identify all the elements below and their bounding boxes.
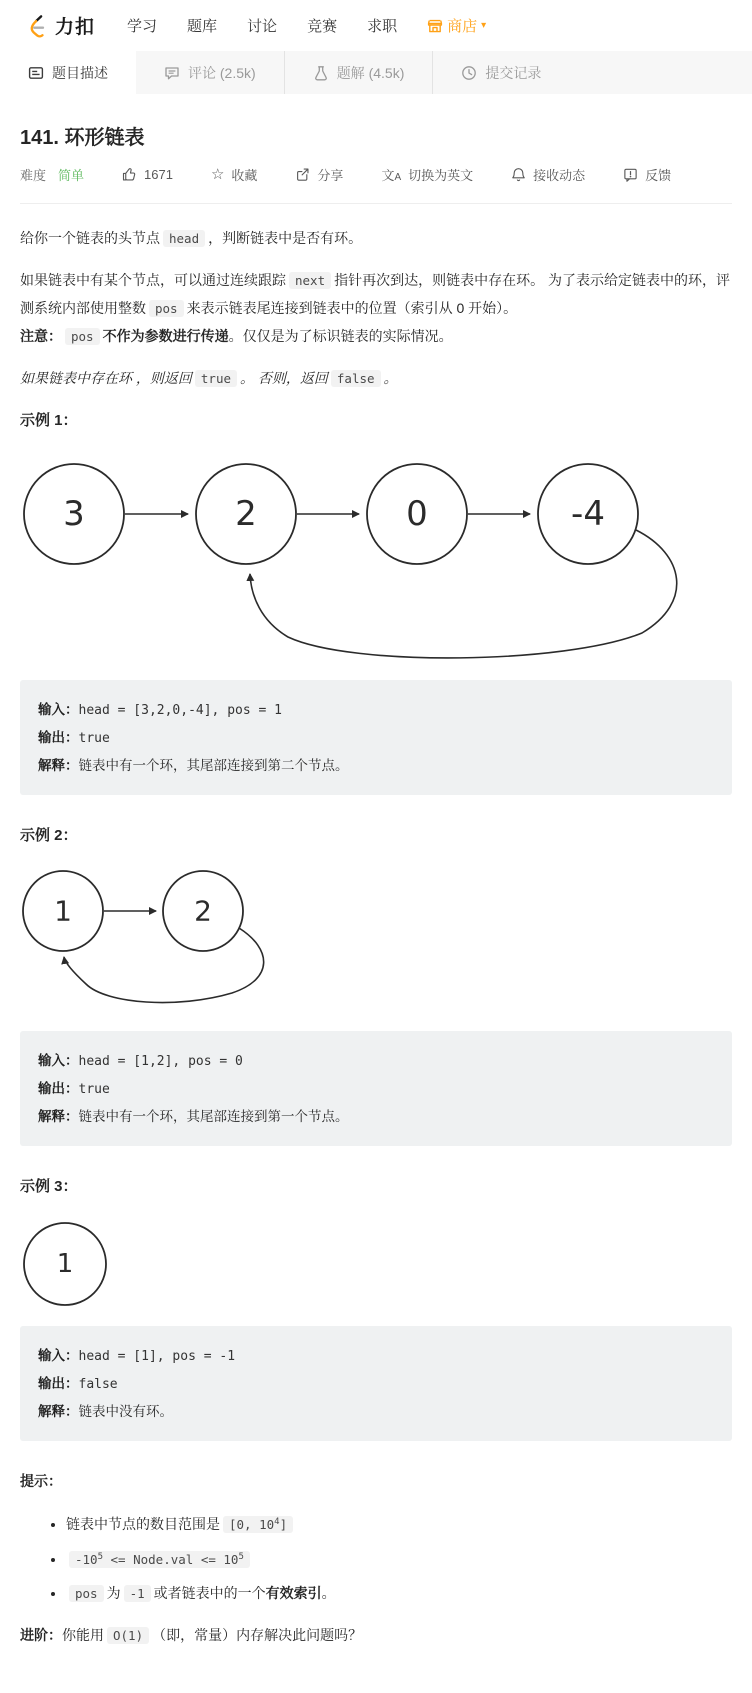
example-3-linked-list-diagram bbox=[20, 1216, 180, 1312]
nav-item-discuss[interactable]: 讨论 bbox=[247, 18, 278, 35]
example-2-io-block bbox=[20, 1031, 732, 1146]
hint-item bbox=[66, 1511, 732, 1538]
leetcode-logo-icon bbox=[26, 13, 48, 38]
explain-label: 解释： bbox=[38, 1404, 79, 1419]
node-value: 0 bbox=[406, 494, 428, 534]
favorite-button[interactable] bbox=[211, 165, 257, 184]
example-output-line bbox=[38, 1370, 714, 1398]
followup-text: 你能用 bbox=[62, 1626, 104, 1643]
explain-value: 链表中有一个环，其尾部连接到第二个节点。 bbox=[78, 758, 349, 773]
hint-code-text: -10 bbox=[75, 1551, 98, 1567]
share-icon bbox=[295, 167, 310, 182]
like-button[interactable] bbox=[122, 167, 173, 182]
input-value: head = [1,2], pos = 0 bbox=[78, 1054, 243, 1069]
tab-solutions[interactable] bbox=[284, 51, 433, 94]
tab-submissions[interactable] bbox=[432, 51, 569, 94]
node-value: 1 bbox=[56, 1249, 74, 1279]
example-3-heading: 示例 3： bbox=[20, 1178, 78, 1195]
subscribe-label: 接收动态 bbox=[533, 168, 586, 183]
statement-text: 。 否则，返回 bbox=[240, 370, 328, 386]
example-1-linked-list-diagram bbox=[20, 450, 732, 666]
output-value: false bbox=[78, 1377, 118, 1392]
hint-text: 为 bbox=[106, 1585, 121, 1602]
example-1-io-block bbox=[20, 680, 732, 795]
input-value: head = [1], pos = -1 bbox=[78, 1349, 236, 1364]
example-2-linked-list-diagram bbox=[20, 865, 420, 1017]
statement-paragraph-3 bbox=[20, 364, 732, 392]
subscribe-button[interactable] bbox=[511, 165, 585, 184]
example-1-heading: 示例 1： bbox=[20, 412, 78, 429]
output-value: true bbox=[78, 1082, 110, 1097]
hint-code-text: <= Node.val <= 10 bbox=[103, 1551, 239, 1567]
example-explain-line bbox=[38, 1398, 714, 1425]
star-icon: ☆ bbox=[210, 166, 225, 183]
tab-label: 题解 (4.5k) bbox=[336, 64, 405, 81]
solutions-icon bbox=[313, 65, 329, 81]
hint-bold-text: 有效索引 bbox=[265, 1585, 322, 1602]
explain-label: 解释： bbox=[38, 758, 79, 773]
switch-language-label: 切换为英文 bbox=[408, 168, 474, 183]
hint-text: 或者链表中的一个 bbox=[153, 1585, 266, 1602]
nav-item-store[interactable] bbox=[427, 15, 486, 36]
nav-item-contest[interactable]: 竞赛 bbox=[307, 18, 338, 35]
input-label: 输入： bbox=[38, 1348, 79, 1363]
tab-label: 评论 (2.5k) bbox=[188, 64, 256, 81]
node-value: 1 bbox=[54, 894, 72, 928]
problem-statement bbox=[20, 224, 732, 1649]
statement-text: 给你一个链表的头节点 bbox=[20, 230, 160, 246]
problem-content bbox=[0, 121, 752, 1693]
tab-comments[interactable] bbox=[136, 51, 284, 94]
logo-text: 力扣 bbox=[55, 17, 96, 38]
statement-text: 指针再次到达，则链表中存在环。 为了表示给定链表中的环，评测系统内部使用整数 bbox=[20, 272, 730, 316]
feedback-icon bbox=[623, 167, 638, 182]
inline-code-head: head bbox=[163, 230, 205, 247]
node-value: 2 bbox=[235, 494, 257, 534]
hint-code-sup: 5 bbox=[238, 1551, 244, 1562]
example-2-heading: 示例 2： bbox=[20, 827, 78, 844]
store-icon bbox=[427, 18, 443, 34]
main-nav bbox=[127, 15, 486, 36]
clock-icon bbox=[461, 65, 477, 81]
difficulty bbox=[20, 165, 84, 184]
problem-meta-row bbox=[20, 165, 732, 204]
hint-code-neg1: -1 bbox=[124, 1585, 151, 1602]
statement-paragraph-1 bbox=[20, 224, 732, 252]
favorite-label: 收藏 bbox=[231, 168, 258, 183]
feedback-label: 反馈 bbox=[645, 168, 672, 183]
switch-language-button[interactable] bbox=[381, 165, 473, 184]
output-label: 输出： bbox=[38, 1081, 79, 1096]
tab-label: 提交记录 bbox=[485, 64, 542, 81]
nav-item-problems[interactable]: 题库 bbox=[187, 18, 218, 35]
hints-heading: 提示： bbox=[20, 1473, 62, 1489]
statement-text: ，判断链表中是否有环。 bbox=[208, 230, 363, 246]
hint-code-sup: 5 bbox=[97, 1551, 103, 1562]
inline-code-o1: O(1) bbox=[107, 1627, 149, 1644]
output-label: 输出： bbox=[38, 1376, 79, 1391]
thumbs-up-icon bbox=[122, 167, 137, 182]
example-explain-line bbox=[38, 752, 714, 779]
bell-icon bbox=[511, 167, 526, 182]
node-value: 2 bbox=[194, 894, 212, 928]
translate-icon: 文A bbox=[381, 168, 402, 183]
hint-code-sup: 4 bbox=[274, 1516, 280, 1527]
inline-code-pos: pos bbox=[65, 328, 100, 345]
input-label: 输入： bbox=[38, 1053, 79, 1068]
top-navigation bbox=[0, 0, 752, 51]
hint-item bbox=[66, 1546, 732, 1573]
like-count: 1671 bbox=[144, 167, 173, 182]
followup-line bbox=[20, 1621, 732, 1649]
example-output-line bbox=[38, 1075, 714, 1103]
problem-title: 141. 环形链表 bbox=[20, 127, 145, 149]
statement-text: 如果链表中有某个节点，可以通过连续跟踪 bbox=[20, 272, 286, 288]
explain-value: 链表中没有环。 bbox=[78, 1404, 173, 1419]
node-value: 3 bbox=[63, 494, 85, 534]
hints-list bbox=[20, 1511, 732, 1607]
statement-paragraph-2 bbox=[20, 266, 732, 350]
output-value: true bbox=[78, 731, 110, 746]
share-button[interactable] bbox=[295, 165, 343, 184]
inline-code-pos: pos bbox=[149, 300, 184, 317]
statement-text: 来表示链表尾连接到链表中的位置（索引从 0 开始）。 bbox=[186, 300, 518, 316]
feedback-button[interactable] bbox=[623, 165, 671, 184]
hint-code-pos: pos bbox=[69, 1585, 104, 1602]
tab-description[interactable] bbox=[0, 51, 136, 94]
cycle-arrow bbox=[64, 928, 264, 1003]
inline-code-next: next bbox=[289, 272, 331, 289]
comments-icon bbox=[164, 65, 180, 81]
share-label: 分享 bbox=[317, 168, 344, 183]
example-explain-line bbox=[38, 1103, 714, 1130]
statement-text: 如果链表中存在环 ，则返回 bbox=[20, 370, 192, 386]
followup-text: （即，常量）内存解决此问题吗？ bbox=[152, 1626, 363, 1643]
explain-label: 解释： bbox=[38, 1109, 79, 1124]
output-label: 输出： bbox=[38, 730, 79, 745]
followup-label: 进阶： bbox=[20, 1626, 62, 1643]
difficulty-badge: 简单 bbox=[58, 168, 85, 183]
store-label: 商店 bbox=[447, 18, 478, 35]
statement-text: 。仅仅是为了标识链表的实际情况。 bbox=[228, 328, 453, 344]
hint-code-text: ] bbox=[279, 1517, 288, 1532]
hint-code bbox=[69, 1551, 250, 1568]
nav-item-learn[interactable]: 学习 bbox=[127, 18, 158, 35]
example-input-line bbox=[38, 1047, 714, 1075]
inline-code-true: true bbox=[195, 370, 237, 387]
input-value: head = [3,2,0,-4], pos = 1 bbox=[78, 703, 282, 718]
leetcode-logo[interactable] bbox=[26, 12, 95, 39]
hint-code-text: [0, 10 bbox=[229, 1517, 275, 1532]
tab-label: 题目描述 bbox=[52, 64, 108, 81]
note-bold-text: 不作为参数进行传递 bbox=[102, 328, 229, 344]
statement-text: 。 bbox=[383, 370, 398, 386]
tab-bar bbox=[0, 51, 752, 94]
hint-text: 链表中节点的数目范围是 bbox=[66, 1516, 220, 1532]
hint-text: 。 bbox=[321, 1585, 336, 1602]
inline-code-false: false bbox=[331, 370, 381, 387]
hint-item bbox=[66, 1580, 732, 1607]
explain-value: 链表中有一个环，其尾部连接到第一个节点。 bbox=[78, 1109, 349, 1124]
example-input-line bbox=[38, 696, 714, 724]
node-value: -4 bbox=[571, 494, 605, 534]
nav-item-jobs[interactable]: 求职 bbox=[367, 18, 398, 35]
description-icon bbox=[28, 65, 44, 81]
chevron-down-icon: ▾ bbox=[481, 20, 487, 31]
example-input-line bbox=[38, 1342, 714, 1370]
example-3-io-block bbox=[20, 1326, 732, 1441]
note-label: 注意： bbox=[20, 328, 62, 344]
hint-code bbox=[223, 1516, 293, 1533]
example-output-line bbox=[38, 724, 714, 752]
difficulty-label: 难度 bbox=[20, 168, 47, 183]
input-label: 输入： bbox=[38, 702, 79, 717]
